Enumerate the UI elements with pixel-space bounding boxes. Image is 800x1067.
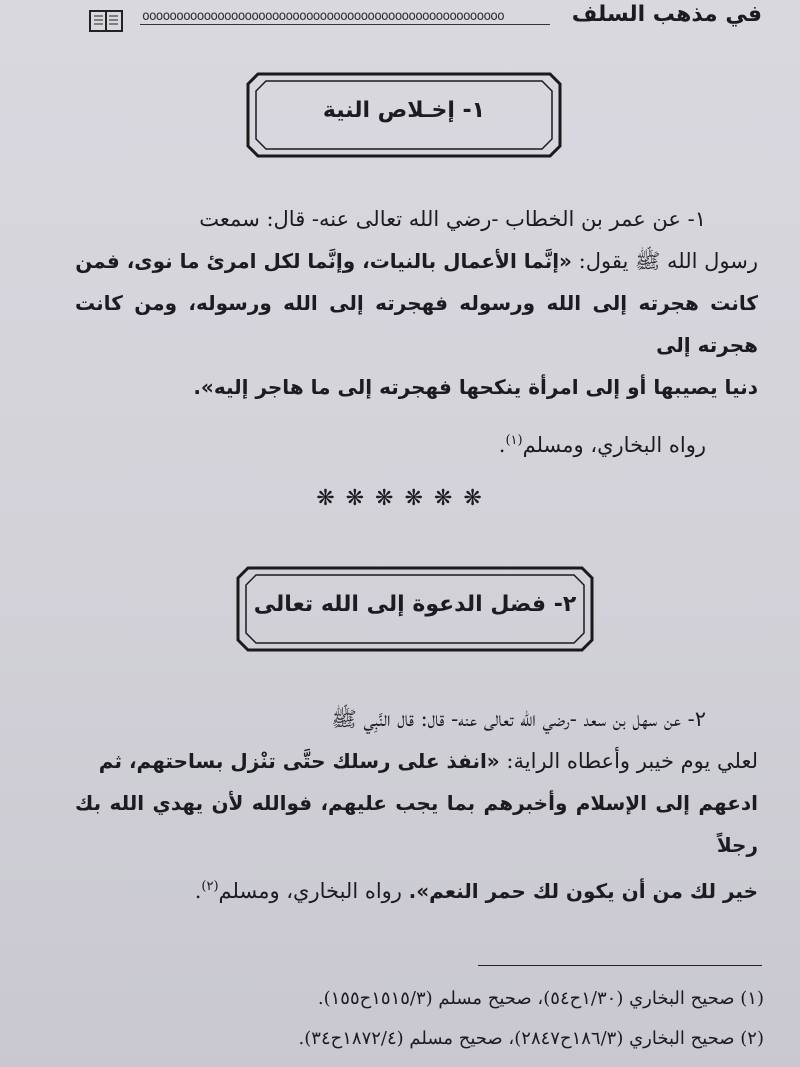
para2-line-2 (75, 740, 758, 782)
footnote-1: (١) صحيح البخاري (١/٣٠ح٥٤)، صحيح مسلم (١٥١٥/٣ح١٥٥). (317, 988, 764, 1009)
para2-line-1: ٢- عن سهل بن سعد -رضي الله تعالى عنه- قال: قال النَّبِي ﷺ (331, 707, 706, 731)
para1-line-4-bold: دنيا يصيبها أو إلى امرأة ينكحها فهجرته إلى ما هاجر إليه». (193, 375, 758, 399)
para1-line-2 (75, 240, 758, 282)
para2-line-4 (75, 866, 758, 912)
header-dot-ornament: ooooooooooooooooooooooooooooooooooooooooooooooooooooo (142, 9, 504, 24)
para1-narration (75, 420, 758, 466)
header-rule (140, 24, 550, 25)
footnote-rule (478, 965, 762, 966)
para1-line-1: ١- عن عمر بن الخطاب -رضي الله تعالى عنه- قال: سمعت (199, 207, 706, 231)
footnote-ref-1: (١) (505, 433, 523, 448)
para2-line-2-bold: «انفذ على رسلك حتَّى تنْزل بساحتهم، ثم (98, 749, 500, 773)
narration-end: . (498, 433, 506, 457)
hadith-paragraph-2 (75, 698, 758, 912)
running-header-title: في مذهب السلف (571, 2, 762, 27)
para1-line-2-plain: رسول الله ﷺ يقول: (571, 249, 758, 273)
section-heading-2: ٢- فضل الدعوة إلى الله تعالى (253, 592, 577, 617)
para2-line-3-bold: ادعهم إلى الإسلام وأخبرهم بما يجب عليهم، فوالله لأن يهدي الله بك رجلاً (75, 791, 758, 857)
para2-line-4-plain: رواه البخاري، ومسلم (218, 879, 409, 903)
para1-line-2-bold: «إنَّما الأعمال بالنيات، وإنَّما لكل امرئ ما نوى، فمن (75, 249, 572, 273)
para1-line-4 (75, 366, 758, 408)
book-icon (88, 8, 124, 34)
para1-line-3 (75, 282, 758, 366)
para2-line-4-bold: خير لك من أن يكون لك حمر النعم». (408, 879, 758, 903)
para1-line-3-bold: كانت هجرته إلى الله ورسوله فهجرته إلى الله ورسوله، ومن كانت هجرته إلى (75, 291, 758, 357)
section-heading-frame-1 (244, 70, 564, 160)
para2-line-4-end: . (194, 879, 202, 903)
hadith-paragraph-1 (75, 198, 758, 466)
para2-line-3 (75, 782, 758, 866)
footnote-2: (٢) صحيح البخاري (١٨٦/٣ح٢٨٤٧)، صحيح مسلم (١٨٧٢/٤ح٣٤). (298, 1028, 764, 1049)
para2-line-2-plain: لعلي يوم خيبر وأعطاه الراية: (499, 749, 758, 773)
ornament-divider: ❋ ❋ ❋ ❋ ❋ ❋ (316, 486, 484, 511)
footnote-ref-2: (٢) (201, 879, 219, 894)
narration-text: رواه البخاري، ومسلم (522, 433, 706, 457)
section-heading-frame-2 (234, 564, 596, 654)
section-heading-1: ١- إخـلاص النية (322, 98, 486, 123)
